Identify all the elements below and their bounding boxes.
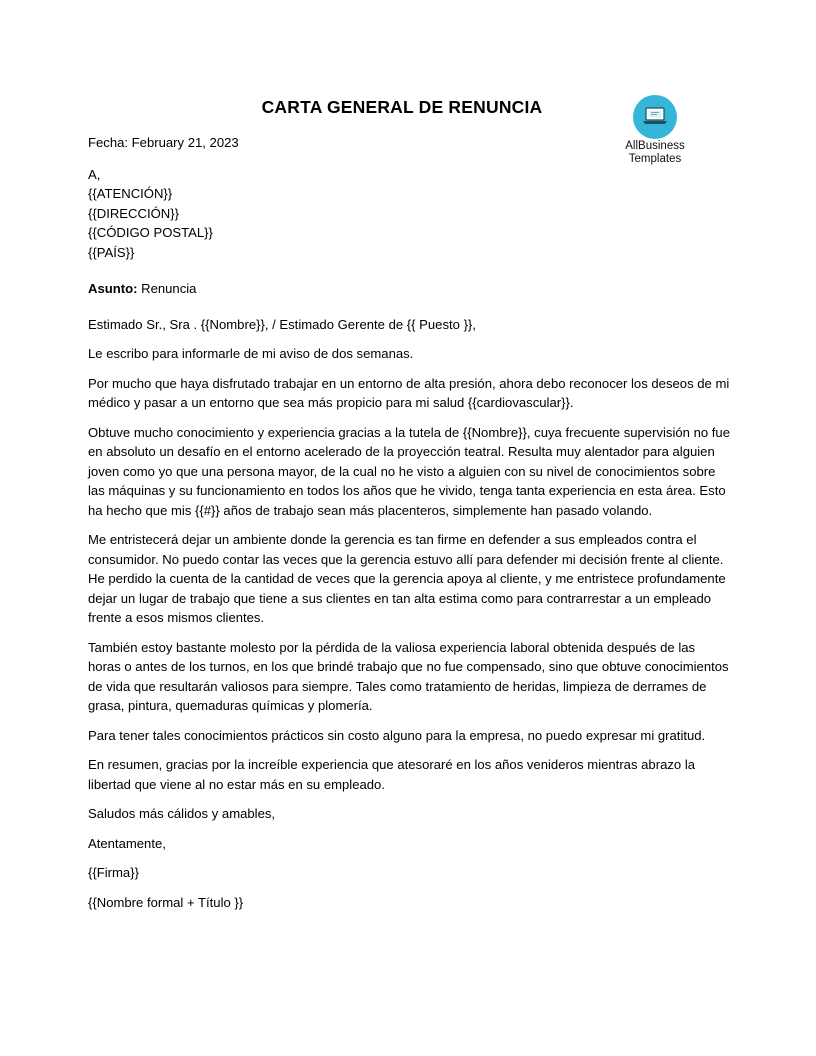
recipient-country: {{PAÍS}} [88,244,135,260]
recipient-address: {{DIRECCIÓN}} [88,205,179,221]
recipient-to: A, [88,166,101,182]
paragraph-2: Por mucho que haya disfrutado trabajar en un entorno de alta presión, ahora debo reconocer los deseos de mi médico y pasar a un entorno que sea más propicio para mi salud {{cardiovascular}}. [88,375,730,410]
letter-body [88,133,730,922]
recipient-attention: {{ATENCIÓN}} [88,186,173,201]
paragraph-3: Obtuve mucho conocimiento y experiencia gracias a la tutela de {{Nombre}}, cuya frecuente supervisión no fue en absoluto un desafío en el entorno acelerado de la proyección teatral. Resulta muy alentador para alguien joven como yo que una persona mayor, de la cual no he visto a alguien con su nivel de conocimientos sobre las máquinas y su funcionamiento en todos los años que he vivido, tenga tanta experiencia en esta área. Esto ha hecho que mis {{#}} años de trabajo sean más placenteros, simplemente han pasado volando. [88,424,730,518]
letter-date: Fecha: February 21, 2023 [88,135,239,150]
paragraph-7: En resumen, gracias por la increíble experiencia que atesoraré en los años venideros mientras abrazo la libertad que viene al no estar más en su empleado. [88,757,696,792]
recipient-block [88,165,730,263]
subject-line [88,279,730,299]
paragraph-6: Para tener tales conocimientos prácticos sin costo alguno para la empresa, no puedo expresar mi gratitud. [88,727,706,743]
greeting: Estimado Sr., Sra . {{Nombre}}, / Estimado Gerente de {{ Puesto }}, [88,316,476,332]
salutation: Saludos más cálidos y amables, [88,806,276,821]
name-title-placeholder: {{Nombre formal + Título }} [88,894,244,910]
signature-placeholder: {{Firma}} [88,865,139,880]
document-title: CARTA GENERAL DE RENUNCIA [261,97,543,117]
recipient-postal-code: {{CÓDIGO POSTAL}} [88,225,213,240]
subject-label: Asunto: [88,281,138,296]
subject-value: Renuncia [137,281,197,296]
closing: Atentamente, [88,835,166,851]
logo-text-line1: AllBusiness [625,140,685,152]
logo-text-line2: Templates [628,153,682,165]
paragraph-5: También estoy bastante molesto por la pérdida de la valiosa experiencia laboral obtenida después de las horas o antes de los turnos, en los que brindé trabajo que no fue compensado, sino que obtuve conocimientos de vida que resultarán valiosos para siempre. Tales como tratamiento de heridas, limpieza de derrames de grasa, pintura, quemaduras químicas y plomería. [88,639,729,713]
paragraph-4: Me entristecerá dejar un ambiente donde la gerencia es tan firme en defender a sus empleados contra el consumidor. No puedo contar las veces que la gerencia estuvo allí para defender mi decisión frente al cliente. He perdido la cuenta de la cantidad de veces que la gerencia apoya al cliente, y me entristece profundamente dejar un lugar de trabajo que tiene a sus clientes en tan alta estima como para contrarrestar a un empleado frente a esos mismos clientes. [88,532,726,625]
paragraph-1: Le escribo para informarle de mi aviso de dos semanas. [88,346,414,361]
